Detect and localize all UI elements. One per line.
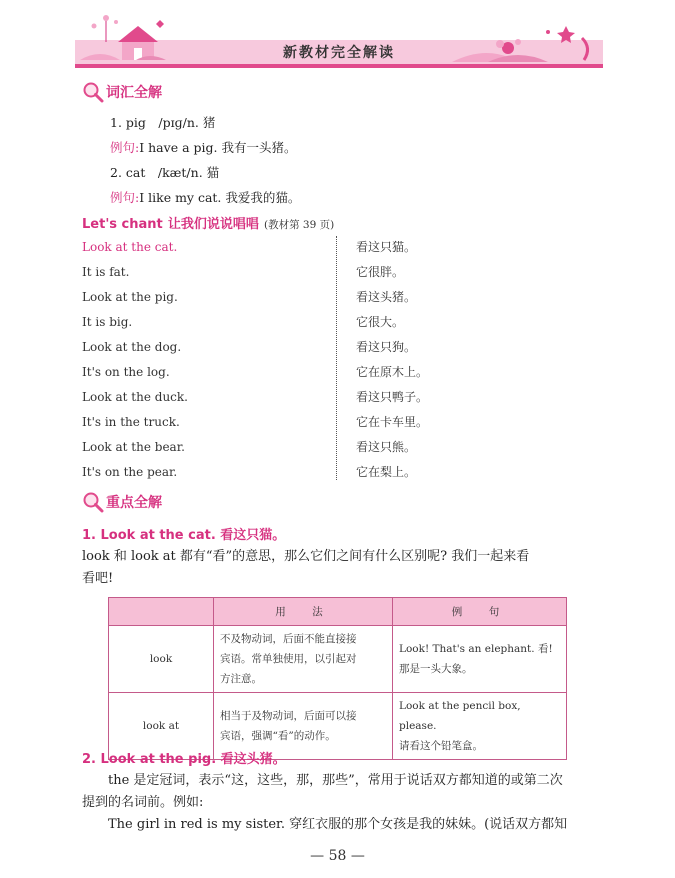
vocab-entry-example (110, 138, 296, 156)
usage-line: 方注意。 (220, 673, 262, 685)
chant-line-en: Look at the duck. (82, 390, 188, 404)
chant-line-cn: 看这只猫。 (356, 240, 417, 254)
usage-line: 不及物动词，后面不能直接接 (220, 633, 357, 645)
chant-line-cn: 它很大。 (356, 315, 405, 329)
chant-heading (82, 213, 334, 232)
table-row (109, 626, 567, 693)
table-cell-word: look at (109, 693, 214, 760)
table-header (109, 598, 214, 626)
chant-line-cn: 看这只鸭子。 (356, 390, 429, 404)
table-header: 用 法 (214, 598, 393, 626)
chant-line-en: It's on the log. (82, 365, 170, 379)
chant-line-cn: 看这只熊。 (356, 440, 417, 454)
table-cell-example (393, 626, 567, 693)
vocab-entry-word: 1. pig /pɪɡ/n. 猪 (110, 115, 216, 130)
key-points-heading-text: 重点全解 (106, 495, 162, 511)
chant-line-en: Look at the cat. (82, 240, 178, 254)
example-line: 那是一头大象。 (399, 663, 473, 675)
chant-chinese-column (356, 235, 428, 485)
example-text: I like my cat. 我爱我的猫。 (139, 190, 301, 205)
example-label: 例句: (110, 140, 140, 155)
magnifier-icon (82, 81, 104, 103)
vocab-entry-word: 2. cat /kæt/n. 猫 (110, 165, 220, 180)
vocab-entry-example (110, 188, 300, 206)
example-line: Look! That's an elephant. 看! (399, 643, 553, 655)
chant-line-en: It's in the truck. (82, 415, 180, 429)
page-number: — 58 — (310, 848, 365, 864)
example-text: I have a pig. 我有一头猪。 (139, 140, 297, 155)
chant-english-column (82, 235, 188, 485)
chant-line-cn: 它在卡车里。 (356, 415, 429, 429)
table-cell-word: look (109, 626, 214, 693)
key-points-heading (82, 490, 162, 514)
vocab-heading-text: 词汇全解 (106, 85, 162, 101)
chant-page-ref: (教材第 39 页) (263, 219, 335, 231)
table-header-row (109, 598, 567, 626)
chant-line-cn: 它很胖。 (356, 265, 405, 279)
point2-title: 2. Look at the pig. 看这头猪。 (82, 752, 286, 767)
table-cell-example (393, 693, 567, 760)
example-line: 请看这个铅笔盒。 (399, 740, 483, 752)
point1-text-line2: 看吧! (82, 571, 114, 586)
chant-line-cn: 它在梨上。 (356, 465, 417, 479)
example-line: Look at the pencil box, please. (399, 700, 521, 732)
chant-line-en: Look at the dog. (82, 340, 182, 354)
chant-line-cn: 看这头猪。 (356, 290, 417, 304)
point1-text-line1: look 和 look at 都有“看”的意思，那么它们之间有什么区别呢? 我们一起来看 (82, 549, 530, 564)
chant-line-en: It is fat. (82, 265, 130, 279)
chant-heading-en: Let's chant (82, 217, 163, 232)
point1-title: 1. Look at the cat. 看这只猫。 (82, 528, 286, 543)
chant-line-en: It's on the pear. (82, 465, 178, 479)
house-decoration-icon (76, 12, 168, 68)
table-header: 例 句 (393, 598, 567, 626)
magnifier-icon (82, 491, 104, 513)
point2-text-line2: 提到的名词前。例如: (82, 795, 204, 810)
chant-divider (336, 236, 337, 480)
usage-line: 相当于及物动词，后面可以接 (220, 710, 357, 722)
usage-line: 宾语。常单独使用，以引起对 (220, 653, 357, 665)
example-label: 例句: (110, 190, 140, 205)
chant-line-cn: 它在原木上。 (356, 365, 429, 379)
usage-line: 宾语，强调“看”的动作。 (220, 730, 336, 742)
header-title: 新教材完全解读 (283, 45, 395, 61)
point2-text-line1: the 是定冠词，表示“这，这些，那，那些”，常用于说话双方都知道的或第二次 (108, 773, 563, 788)
chant-line-cn: 看这只狗。 (356, 340, 417, 354)
point2-text-line3: The girl in red is my sister. 穿红衣服的那个女孩是我的妹妹。(说话双方都知 (108, 817, 568, 832)
usage-table (108, 597, 567, 760)
table-cell-usage (214, 626, 393, 693)
chant-line-en: It is big. (82, 315, 133, 329)
chant-line-en: Look at the bear. (82, 440, 185, 454)
flower-decoration-icon (448, 18, 598, 66)
chant-line-en: Look at the pig. (82, 290, 178, 304)
chant-heading-cn: 让我们说说唱唱 (167, 217, 259, 232)
vocab-heading (82, 80, 162, 104)
